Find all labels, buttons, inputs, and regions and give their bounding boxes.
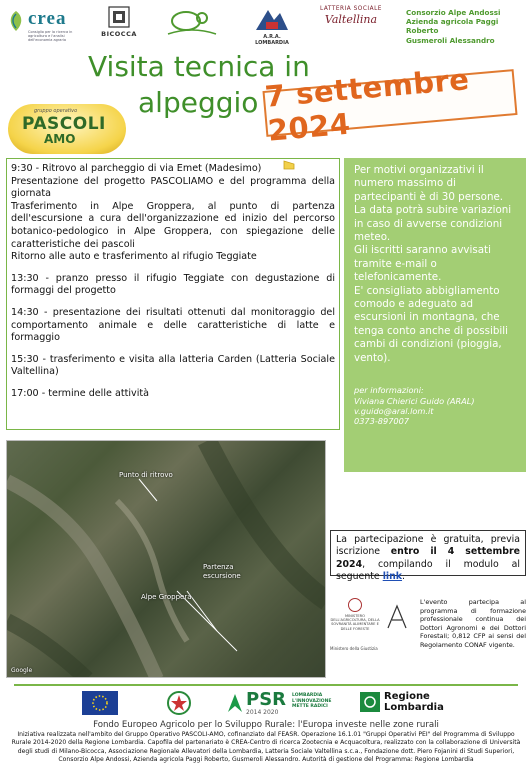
consorzio-line2: Azienda agricola Paggi Roberto xyxy=(406,17,499,36)
program-box xyxy=(6,158,340,430)
partecipa-deadline: entro il 4 settembre 2024 xyxy=(336,546,520,570)
psr-lombardia: LOMBARDIA L'INNOVAZIONE METTE RADICI xyxy=(292,693,332,709)
ministero-giustizia: Ministero della Giustizia xyxy=(330,646,378,651)
italian-republic-emblem-icon xyxy=(166,690,192,716)
pascoli-top-text: gruppo operativo xyxy=(34,108,78,114)
info-contact xyxy=(354,385,518,427)
partecipa-end: . xyxy=(402,571,406,583)
sheep-icon xyxy=(164,4,220,42)
satellite-map xyxy=(6,440,326,678)
regione-lombardia-logo xyxy=(360,690,444,716)
footer-divider xyxy=(14,684,518,686)
contact-phone[interactable]: 0373-897007 xyxy=(354,416,410,427)
program-return: Ritorno alle auto e trasferimento al rifugio Teggiate xyxy=(11,251,257,263)
conaf-logo-icon xyxy=(384,602,410,632)
program-item-1530: 15:30 - trasferimento e visita alla latteria Carden (Latteria Sociale Valtellina) xyxy=(11,353,335,378)
info-main xyxy=(354,164,518,365)
program-transfer: Trasferimento in Alpe Groppera, al punto di partenza dell'escursione a cura dell'organizzazione ed inizio del percorso botanico-pedologico in Alpe Groppera, con spiegazione delle caratteristiche dei pascoli xyxy=(11,200,335,250)
psr-years: 2014 2020 xyxy=(246,709,279,716)
project-credits: Iniziativa realizzata nell'ambito del Gruppo Operativo PASCOLI-AMO, cofinanziato dal FEASR. Operazione 16.1.01 "Gruppi Operativi PEI" del Programma di Sviluppo Rurale 2014-2020 della Regione Lombardia. Capofila del partenariato è CREA-Centro di ricerca Zootecnia e Acquacoltura, realizzato con la collaborazione di Università degli studi di Milano-Bicocca, Associazione Regionale Allevatori della Lombardia, Latteria Sociale Valtellina s.c.a., Fondazione dott. Piero Fojanini di Studi Superiori, Consorzio Alpe Andossi, Azienda agricola Paggi Roberto, Gusmeroli Alessandro. Autorità di gestione del Programma: Regione Lombardia xyxy=(11,731,521,763)
program-item-1430: 14:30 - presentazione dei risultati ottenuti dal monitoraggio del comportamento animale e delle caratteristiche di latte e formaggio xyxy=(11,306,335,344)
pascoli-line2: AMO xyxy=(44,132,76,146)
map-label-google: Google xyxy=(11,667,33,674)
title-line1: Visita tecnica in xyxy=(88,50,310,83)
psr-text: PSR xyxy=(246,689,287,710)
ministero-logo xyxy=(330,598,380,646)
university-seal-icon xyxy=(108,6,130,28)
info-max-participants: Per motivi organizzativi il numero massimo di partecipanti è di 30 persone. xyxy=(354,164,504,203)
latteria-line2: Valtellina xyxy=(324,13,378,26)
map-label-groppera: Alpe Groppera xyxy=(141,593,192,601)
partecipa-text2: , compilando il modulo al seguente xyxy=(336,558,520,583)
latteria-line1: LATTERIA SOCIALE xyxy=(320,6,382,12)
program-presentation: Presentazione del progetto PASCOLIAMO e del programma della giornata xyxy=(11,175,335,200)
map-label-ritrovo: Punto di ritrovo xyxy=(119,471,173,479)
latteria-logo xyxy=(316,6,386,42)
date-stamp xyxy=(262,62,517,148)
psr-logo xyxy=(246,690,336,716)
crea-logo xyxy=(6,4,84,44)
program-item-1700: 17:00 - termine delle attività xyxy=(11,387,150,399)
ara-lombardia-logo xyxy=(252,4,292,44)
green-sheep-logo xyxy=(164,4,220,42)
contact-name: Viviana Chierici Guido (ARAL) xyxy=(354,395,475,406)
cfp-credits: L'evento partecipa al programma di formazione professionale continua dei Dottori Agronomi e dei Dottori Forestali; 0,812 CFP ai sensi del Regolamento CONAF vigente. xyxy=(420,598,526,649)
pascoli-line1: PASCOLI xyxy=(22,114,106,134)
cow-mountain-icon xyxy=(252,4,292,34)
program-block1 xyxy=(11,163,335,264)
contact-email[interactable]: v.guido@aral.lom.it xyxy=(354,405,434,416)
program-item-1330: 13:30 - pranzo presso il rifugio Teggiate con degustazione di formaggi del progetto xyxy=(11,272,335,297)
map-label-partenza: Partenza xyxy=(203,563,234,571)
info-notify: Gli iscritti saranno avvisati tramite e-mail o telefonicamente. xyxy=(354,244,491,284)
partecipa-text1: La partecipazione è gratuita, previa iscrizione xyxy=(336,534,520,558)
pascoliamo-logo xyxy=(8,104,126,154)
info-clothing: E' consigliato abbigliamento comodo e adeguato ad escursioni in montagna, che tenga conto anche di possibili cambi di condizioni (pioggia, vento). xyxy=(354,284,508,364)
bicocca-logo xyxy=(98,6,140,42)
registration-link[interactable]: link xyxy=(382,571,403,583)
feasr-tagline: Fondo Europeo Agricolo per lo Sviluppo Rurale: l'Europa investe nelle zone rurali xyxy=(93,720,439,730)
regione-text: Regione Lombardia xyxy=(384,691,444,713)
psr-leaf-icon xyxy=(224,690,246,716)
consorzio-header xyxy=(406,8,530,45)
rosa-camuna-icon xyxy=(360,692,380,712)
info-date-change: La data potrà subire variazioni in caso di avverse condizioni meteo. xyxy=(354,204,512,244)
crea-leaf-icon xyxy=(6,10,26,32)
crea-wordmark: crea xyxy=(28,8,67,29)
event-date: 7 settembre 2024 xyxy=(263,62,471,148)
title-line2: alpeggio xyxy=(138,86,259,119)
map-label-escursione: escursione xyxy=(203,572,241,580)
cheese-icon xyxy=(282,158,296,172)
eu-stars-icon xyxy=(82,691,118,715)
program-item-0930: 9:30 - Ritrovo al parcheggio di via Emet (Madesimo) xyxy=(11,163,262,174)
info-box xyxy=(344,158,526,472)
contact-label: per informazioni: xyxy=(354,385,424,396)
ministero-text: MINISTERO DELL'AGRICOLTURA, DELLA SOVRANITÀ ALIMENTARE E DELLE FORESTE xyxy=(330,614,380,631)
ara-text: A.R.A. LOMBARDIA xyxy=(255,34,289,46)
eu-flag-logo xyxy=(82,691,118,715)
consorzio-line1: Consorzio Alpe Andossi xyxy=(406,8,501,17)
bicocca-text: BICOCCA xyxy=(101,30,137,38)
participation-box xyxy=(330,530,526,583)
crea-subtitle: Consiglio per la ricerca in agricoltura e l'analisi dell'economia agraria xyxy=(28,30,73,42)
consorzio-line3: Gusmeroli Alessandro xyxy=(406,35,495,45)
italian-emblem-icon xyxy=(348,598,362,612)
